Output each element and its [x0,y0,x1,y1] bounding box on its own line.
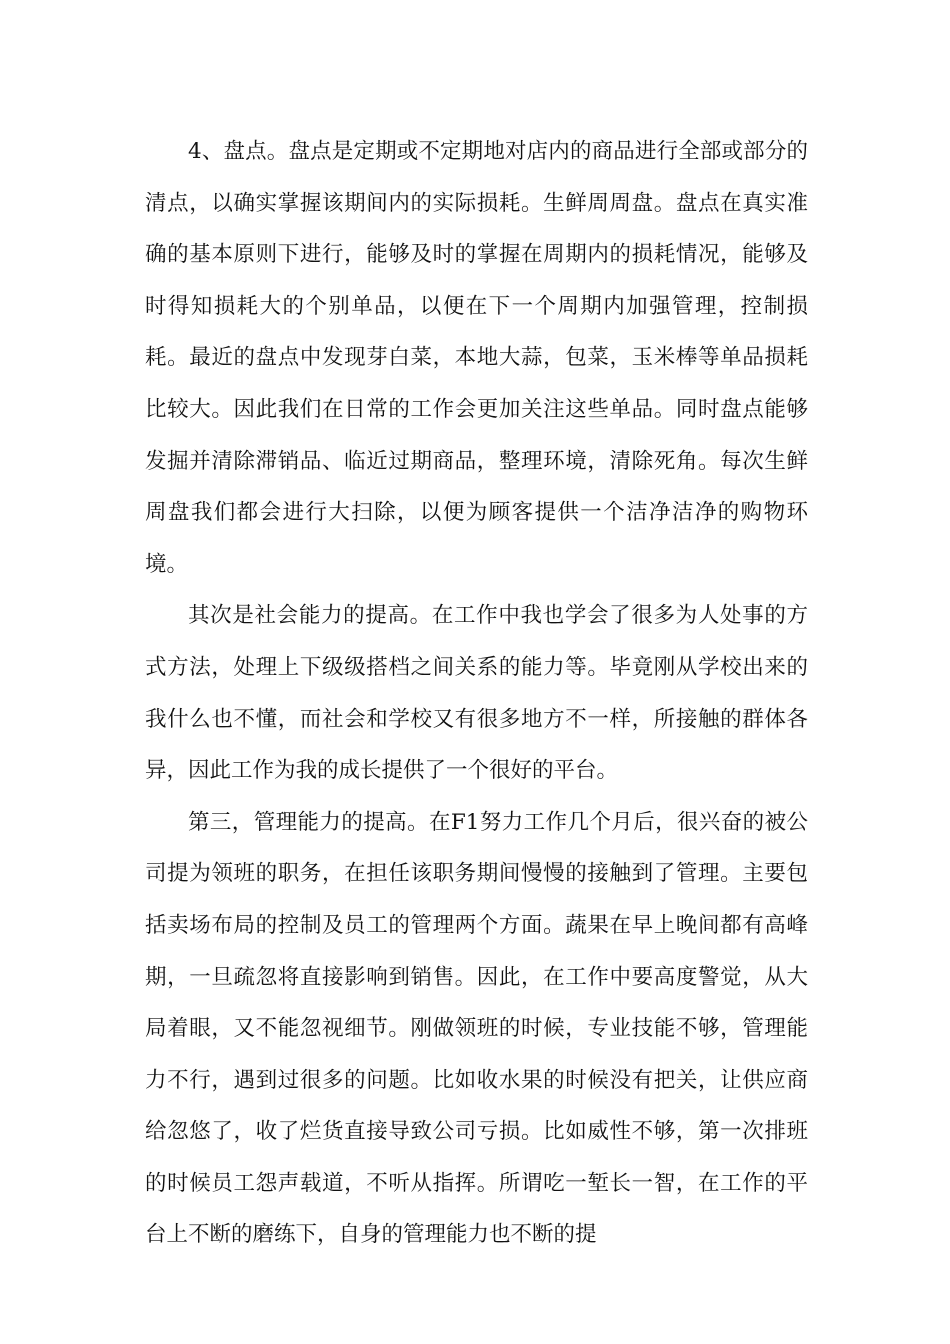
paragraph-inventory: 4、盘点。盘点是定期或不定期地对店内的商品进行全部或部分的清点，以确实掌握该期间内的实际损耗。生鲜周周盘。盘点在真实准确的基本原则下进行，能够及时的掌握在周期内的损耗情况，能够及时得知损耗大的个别单品，以便在下一个周期内加强管理，控制损耗。最近的盘点中发现芽白菜，本地大蒜，包菜，玉米棒等单品损耗比较大。因此我们在日常的工作会更加关注这些单品。同时盘点能够发掘并清除滞销品、临近过期商品，整理环境，清除死角。每次生鲜周盘我们都会进行大扫除，以便为顾客提供一个洁净洁净的购物环境。 [145,139,808,577]
paragraph-social-ability: 其次是社会能力的提高。在工作中我也学会了很多为人处事的方式方法，处理上下级级搭档之间关系的能力等。毕竟刚从学校出来的我什么也不懂，而社会和学校又有很多地方不一样，所接触的群体各异，因此工作为我的成长提供了一个很好的平台。 [145,603,808,784]
document-body [145,126,808,1261]
paragraph-management-ability: 第三，管理能力的提高。在F1努力工作几个月后，很兴奋的被公司提为领班的职务，在担任该职务期间慢慢的接触到了管理。主要包括卖场布局的控制及员工的管理两个方面。蔬果在早上晚间都有高峰期，一旦疏忽将直接影响到销售。因此，在工作中要高度警觉，从大局着眼，又不能忽视细节。刚做领班的时候，专业技能不够，管理能力不行，遇到过很多的问题。比如收水果的时候没有把关，让供应商给忽悠了，收了烂货直接导致公司亏损。比如威性不够，第一次排班的时候员工怨声载道，不听从指挥。所谓吃一堑长一智，在工作的平台上不断的磨练下，自身的管理能力也不断的提 [145,809,808,1248]
